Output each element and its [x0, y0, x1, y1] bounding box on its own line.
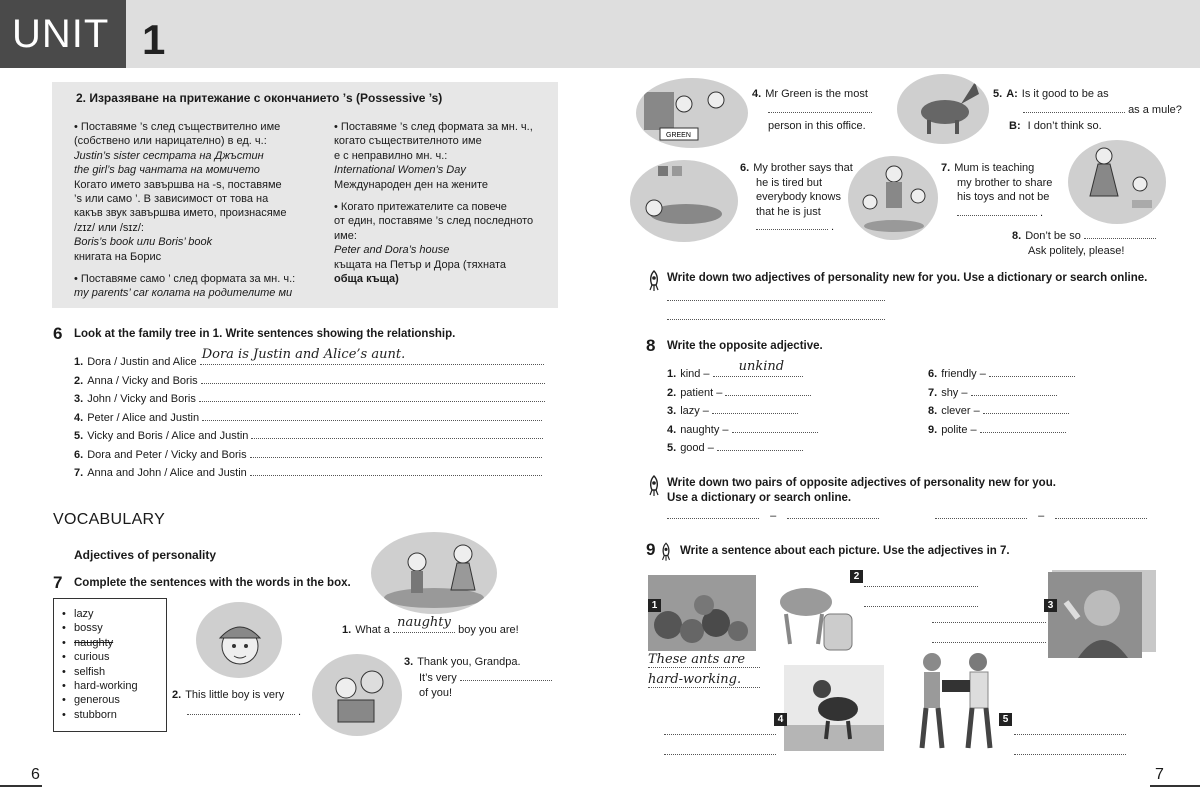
item-word: naughty – [680, 424, 729, 436]
word-item: • naughty [74, 636, 166, 650]
ex7-sentence-5 [993, 86, 1182, 134]
answer-line[interactable] [787, 508, 879, 519]
blank-wrap: . [740, 221, 834, 233]
answer-line[interactable] [989, 366, 1075, 377]
item-word: kind – [680, 368, 710, 380]
word-item: • lazy [74, 607, 166, 621]
sentence-text: I don’t think so. [1027, 120, 1102, 132]
item-number: 1. [342, 624, 352, 636]
g-line: какъв звук завършва името, произнасяме [74, 207, 287, 220]
item-number: 6. [74, 449, 84, 461]
item-number: 5. [993, 88, 1003, 100]
page-number-left: 6 [31, 766, 40, 783]
ex9-answer-5 [1014, 722, 1126, 762]
illustration-lazy-brother [630, 160, 738, 242]
ex6-number: 6 [53, 324, 63, 343]
item-number: 2. [74, 375, 84, 387]
grammar-title: 2. Изразяване на притежание с окончанието ’s (Possessive ’s) [76, 91, 443, 105]
answer-line[interactable] [1023, 102, 1125, 113]
item-prompt: Dora / Justin and Alice [87, 356, 197, 368]
ex8-item-4 [667, 422, 818, 436]
g-line: Peter and Dora’s house [334, 244, 450, 257]
cartoon-lying-boy-icon [630, 160, 738, 242]
item-number: 1. [74, 356, 84, 368]
grammar-right-column [334, 120, 556, 294]
cartoon-office-icon [636, 78, 748, 148]
sentence-text: It’s very [419, 672, 457, 684]
answer-line[interactable] [732, 422, 818, 433]
ex8-instruction: Write the opposite adjective. [667, 340, 823, 352]
unit-number: 1 [142, 16, 166, 63]
sentence-text: that he is just [756, 205, 821, 218]
g-line: книгата на Борис [74, 250, 162, 263]
item-number: 5. [667, 442, 677, 454]
answer-line[interactable] [957, 205, 1037, 216]
ex7-sentence-2-blank: . [187, 704, 301, 718]
arguing-kids-photo-icon [912, 648, 1002, 752]
item-prompt: Dora and Peter / Vicky and Boris [87, 449, 247, 461]
photo-arguing-kids [912, 648, 1002, 752]
blank-wrap [752, 104, 872, 116]
g-line: Boris’s book или Boris’ book [74, 236, 213, 249]
sentence-text: My brother says that [753, 162, 853, 174]
ex6-item-4 [74, 410, 542, 424]
g-line: • Поставяме ’s след съществително име [74, 121, 281, 133]
item-word: shy – [941, 387, 968, 399]
ex6-instruction: Look at the family tree in 1. Write sentences showing the relationship. [74, 328, 456, 340]
sentence-text: everybody knows [756, 191, 841, 203]
answer-line[interactable] [756, 219, 828, 230]
illustration-mum-teaching [848, 156, 938, 240]
speaker-label: B: [1009, 120, 1021, 132]
answer-line[interactable] [713, 359, 803, 377]
task1-instruction: Write down two adjectives of personality new for you. Use a dictionary or search online. [667, 272, 1148, 284]
unit-label: UNIT [0, 0, 126, 68]
office-sign: GREEN [666, 132, 691, 139]
sentence-text: Thank you, Grandpa. [417, 656, 521, 668]
item-word: clever – [941, 405, 980, 417]
cartoon-children-icon [371, 532, 497, 614]
answer-line[interactable] [199, 391, 545, 402]
sentence-text: Is it good to be as [1021, 88, 1109, 100]
answer-line[interactable] [980, 422, 1066, 433]
answer-line[interactable] [250, 447, 542, 458]
blank-wrap [993, 104, 1125, 116]
cartoon-boy-icon [196, 602, 282, 678]
illustration-bossy-girl [1068, 140, 1166, 224]
ants-photo-icon [648, 575, 756, 651]
rocket-icon [646, 270, 662, 292]
item-number: 2. [172, 689, 182, 701]
sentence-text: my brother to share [957, 176, 1053, 189]
rocket-icon [646, 475, 662, 497]
g-line: • Когато притежателите са повече [334, 201, 507, 214]
g-line: • Поставяме само ’ след формата за мн. ч.: [74, 273, 296, 286]
answer-line[interactable] [864, 596, 978, 607]
dog-photo-icon [784, 665, 884, 751]
sentence-text: he is tired but [756, 176, 823, 189]
illustration-office [636, 78, 748, 148]
sentence-text: his toys and not be [957, 191, 1050, 203]
answer-line[interactable] [864, 576, 978, 587]
item-prompt: John / Vicky and Boris [87, 393, 196, 405]
grammar-left-para-1 [74, 120, 314, 264]
ex8-item-5 [667, 440, 803, 454]
word-item: • selfish [74, 665, 166, 679]
answer-line[interactable] [725, 385, 811, 396]
photo-cat [772, 574, 858, 652]
answer-line[interactable] [935, 508, 1027, 519]
g-line: Когато името завършва на -s, поставяме [74, 178, 282, 191]
photo-angry-woman [1048, 572, 1142, 658]
answer-line[interactable] [664, 744, 776, 755]
sentence-text: person in this office. [768, 120, 866, 132]
answer-line[interactable] [932, 612, 1046, 623]
handwritten-answer: hard-working. [648, 672, 742, 687]
sentence-text: boy you are! [458, 624, 519, 636]
ex8-item-3 [667, 403, 798, 417]
item-word: polite – [941, 424, 977, 436]
word-item: • hard-working [74, 679, 166, 693]
task2-pair-1 [667, 508, 879, 522]
item-number: 5. [74, 430, 84, 442]
handwritten-answer: naughty [397, 615, 451, 630]
speaker-label: A: [1006, 88, 1018, 100]
g-line: ’s или само ’. В зависимост от това на [74, 193, 269, 206]
ex8-item-1 [667, 359, 803, 380]
ex7-sentence-3 [404, 655, 552, 701]
photo-tag-4: 4 [774, 713, 787, 726]
item-number: 7. [928, 387, 938, 399]
handwritten-answer: These ants are [648, 652, 746, 667]
ex9-instruction: Write a sentence about each picture. Use the adjectives in 7. [680, 545, 1010, 557]
task2-line-1: Write down two pairs of opposite adjectives of personality new for you. [667, 477, 1056, 489]
vocab-subheading: Adjectives of personality [74, 548, 217, 562]
page-number-right: 7 [1155, 766, 1164, 783]
ex9-answer-3 [932, 610, 1046, 650]
item-number: 6. [740, 162, 750, 174]
g-line: the girl’s bag чантата на момичето [74, 164, 260, 177]
answer-line[interactable] [393, 615, 455, 633]
item-word: patient – [680, 387, 723, 399]
g-line: (собствено или нарицателно) в ед. ч.: [74, 135, 267, 148]
item-number: 9. [928, 424, 938, 436]
item-prompt: Vicky and Boris / Alice and Justin [87, 430, 249, 442]
grammar-right-para-1 [334, 120, 556, 192]
answer-line[interactable] [202, 410, 542, 421]
dash: – [770, 510, 777, 522]
ex8-number: 8 [646, 336, 656, 355]
answer-line[interactable] [983, 403, 1069, 414]
item-number: 3. [404, 656, 414, 668]
ex8-item-8 [928, 403, 1069, 417]
cartoon-family-icon [848, 156, 938, 240]
item-number: 7. [941, 162, 951, 174]
photo-dog [784, 665, 884, 751]
item-number: 1. [667, 368, 677, 380]
ex7-sentence-2 [172, 689, 284, 701]
word-item: • curious [74, 650, 166, 664]
g-line: /zɪz/ или /sɪz/: [74, 221, 144, 234]
rocket-icon [659, 542, 673, 562]
answer-line[interactable] [667, 290, 885, 301]
word-item: • stubborn [74, 708, 166, 722]
g-line: • Поставяме ’s след формата за мн. ч., [334, 121, 533, 133]
ex7-sentence-1 [342, 615, 519, 636]
item-word: lazy – [680, 405, 709, 417]
speaker-wrap [993, 120, 1025, 132]
g-line: Justin’s sister сестрата на Джъстин [74, 149, 264, 162]
item-prompt: Anna and John / Alice and Justin [87, 467, 247, 479]
word-box [53, 598, 167, 732]
ex9-answer-2 [864, 574, 978, 614]
g-line: Международен ден на жените [334, 178, 489, 191]
item-word: good – [680, 442, 714, 454]
task2-line-2: Use a dictionary or search online. [667, 491, 852, 504]
item-number: 4. [752, 88, 762, 100]
g-line: име: [334, 229, 357, 242]
dash: – [1038, 510, 1045, 522]
handwritten-answer: Dora is Justin and Alice’s aunt. [201, 347, 406, 362]
ex9-answer-4 [664, 722, 776, 762]
sentence-text: Mum is teaching [954, 162, 1035, 174]
answer-line[interactable] [251, 428, 543, 439]
sentence-text: Don’t be so [1025, 230, 1081, 242]
sentence-text: Ask politely, please! [1028, 244, 1125, 257]
ex7-sentence-8 [1012, 228, 1156, 258]
blank-wrap: . [941, 207, 1043, 219]
answer-line[interactable] [648, 652, 760, 668]
answer-line[interactable] [201, 373, 545, 384]
vocabulary-heading: VOCABULARY [53, 511, 166, 528]
photo-tag-3: 3 [1044, 599, 1057, 612]
answer-line[interactable] [1084, 228, 1156, 239]
photo-tag-1: 1 [648, 599, 661, 612]
illustration-mule [897, 74, 989, 144]
g-line: обща къща) [334, 273, 399, 286]
grammar-right-para-2 [334, 200, 556, 286]
cartoon-grandpa-icon [312, 654, 402, 736]
ex8-item-6 [928, 366, 1075, 380]
answer-line[interactable] [712, 403, 798, 414]
item-number: 4. [667, 424, 677, 436]
answer-line[interactable] [250, 465, 542, 476]
ex6-item-6 [74, 447, 542, 461]
ex6-item-3 [74, 391, 545, 405]
g-line: къщата на Петър и Дора (тяхната [334, 258, 507, 271]
g-line: International Women’s Day [334, 164, 466, 177]
answer-line[interactable] [1014, 724, 1126, 735]
sentence-text: What a [355, 624, 391, 636]
ex6-item-2 [74, 373, 545, 387]
ex6-item-5 [74, 428, 543, 442]
ex8-item-7 [928, 385, 1057, 399]
answer-line[interactable] [664, 724, 776, 735]
item-number: 6. [928, 368, 938, 380]
grammar-left-para-2 [74, 272, 314, 301]
answer-line[interactable] [1055, 508, 1147, 519]
answer-line[interactable] [717, 440, 803, 451]
ex9-number: 9 [646, 540, 656, 559]
handwritten-answer: unkind [738, 359, 785, 374]
illustration-grandpa [312, 654, 402, 736]
task1-line-1 [667, 290, 885, 304]
answer-line[interactable] [667, 309, 885, 320]
ex6-item-1 [74, 347, 544, 368]
page-number-rule-left [0, 785, 42, 787]
grammar-box [52, 82, 558, 308]
sentence-text: of you! [419, 687, 453, 699]
cartoon-girl-icon [1068, 140, 1166, 224]
answer-line[interactable] [768, 102, 872, 113]
ex7-sentence-4 [752, 86, 872, 134]
ex6-item-7 [74, 465, 542, 479]
grammar-left-column [74, 120, 314, 309]
item-number: 8. [1012, 230, 1022, 242]
cartoon-mule-icon [897, 74, 989, 144]
illustration-children [371, 532, 497, 614]
header-bar [0, 0, 1200, 68]
angry-woman-photo-icon [1048, 572, 1142, 658]
ex8-item-2 [667, 385, 811, 399]
ex9-answer-1 [648, 652, 760, 695]
task2-pair-2 [935, 508, 1147, 522]
ex7-sentence-6 [740, 161, 853, 235]
answer-line[interactable] [187, 704, 295, 715]
cat-jug-photo-icon [772, 574, 858, 652]
illustration-boy [196, 602, 282, 678]
answer-line[interactable] [932, 632, 1046, 643]
answer-line[interactable] [1014, 744, 1126, 755]
g-line: е с неправилно мн. ч.: [334, 149, 448, 162]
item-number: 4. [74, 412, 84, 424]
ex8-item-9 [928, 422, 1066, 436]
ex7-number: 7 [53, 573, 63, 592]
task2-instruction [667, 476, 1056, 505]
ex7-instruction: Complete the sentences with the words in the box. [74, 577, 351, 589]
task1-line-2 [667, 309, 885, 323]
sentence-text: This little boy is very [185, 689, 285, 701]
answer-line[interactable] [648, 672, 760, 688]
item-prompt: Anna / Vicky and Boris [87, 375, 198, 387]
item-number: 7. [74, 467, 84, 479]
g-line: my parents’ car колата на родителите ми [74, 287, 293, 300]
item-prompt: Peter / Alice and Justin [87, 412, 200, 424]
sentence-text: Mr Green is the most [765, 88, 868, 100]
answer-line[interactable] [460, 670, 552, 681]
word-item: • bossy [74, 621, 166, 635]
item-word: friendly – [941, 368, 986, 380]
sentence-text: as a mule? [1128, 104, 1182, 116]
page-number-rule-right [1150, 785, 1200, 787]
answer-line[interactable] [667, 508, 759, 519]
answer-line[interactable] [200, 347, 544, 365]
ex7-sentence-7 [941, 161, 1052, 220]
photo-tag-5: 5 [999, 713, 1012, 726]
photo-tag-2: 2 [850, 570, 863, 583]
item-number: 8. [928, 405, 938, 417]
item-number: 2. [667, 387, 677, 399]
g-line: когато съществителното име [334, 135, 482, 148]
word-item: • generous [74, 693, 166, 707]
photo-ants [648, 575, 756, 651]
item-number: 3. [667, 405, 677, 417]
item-number: 3. [74, 393, 84, 405]
answer-line[interactable] [971, 385, 1057, 396]
g-line: от един, поставяме ’s след последното [334, 215, 534, 228]
